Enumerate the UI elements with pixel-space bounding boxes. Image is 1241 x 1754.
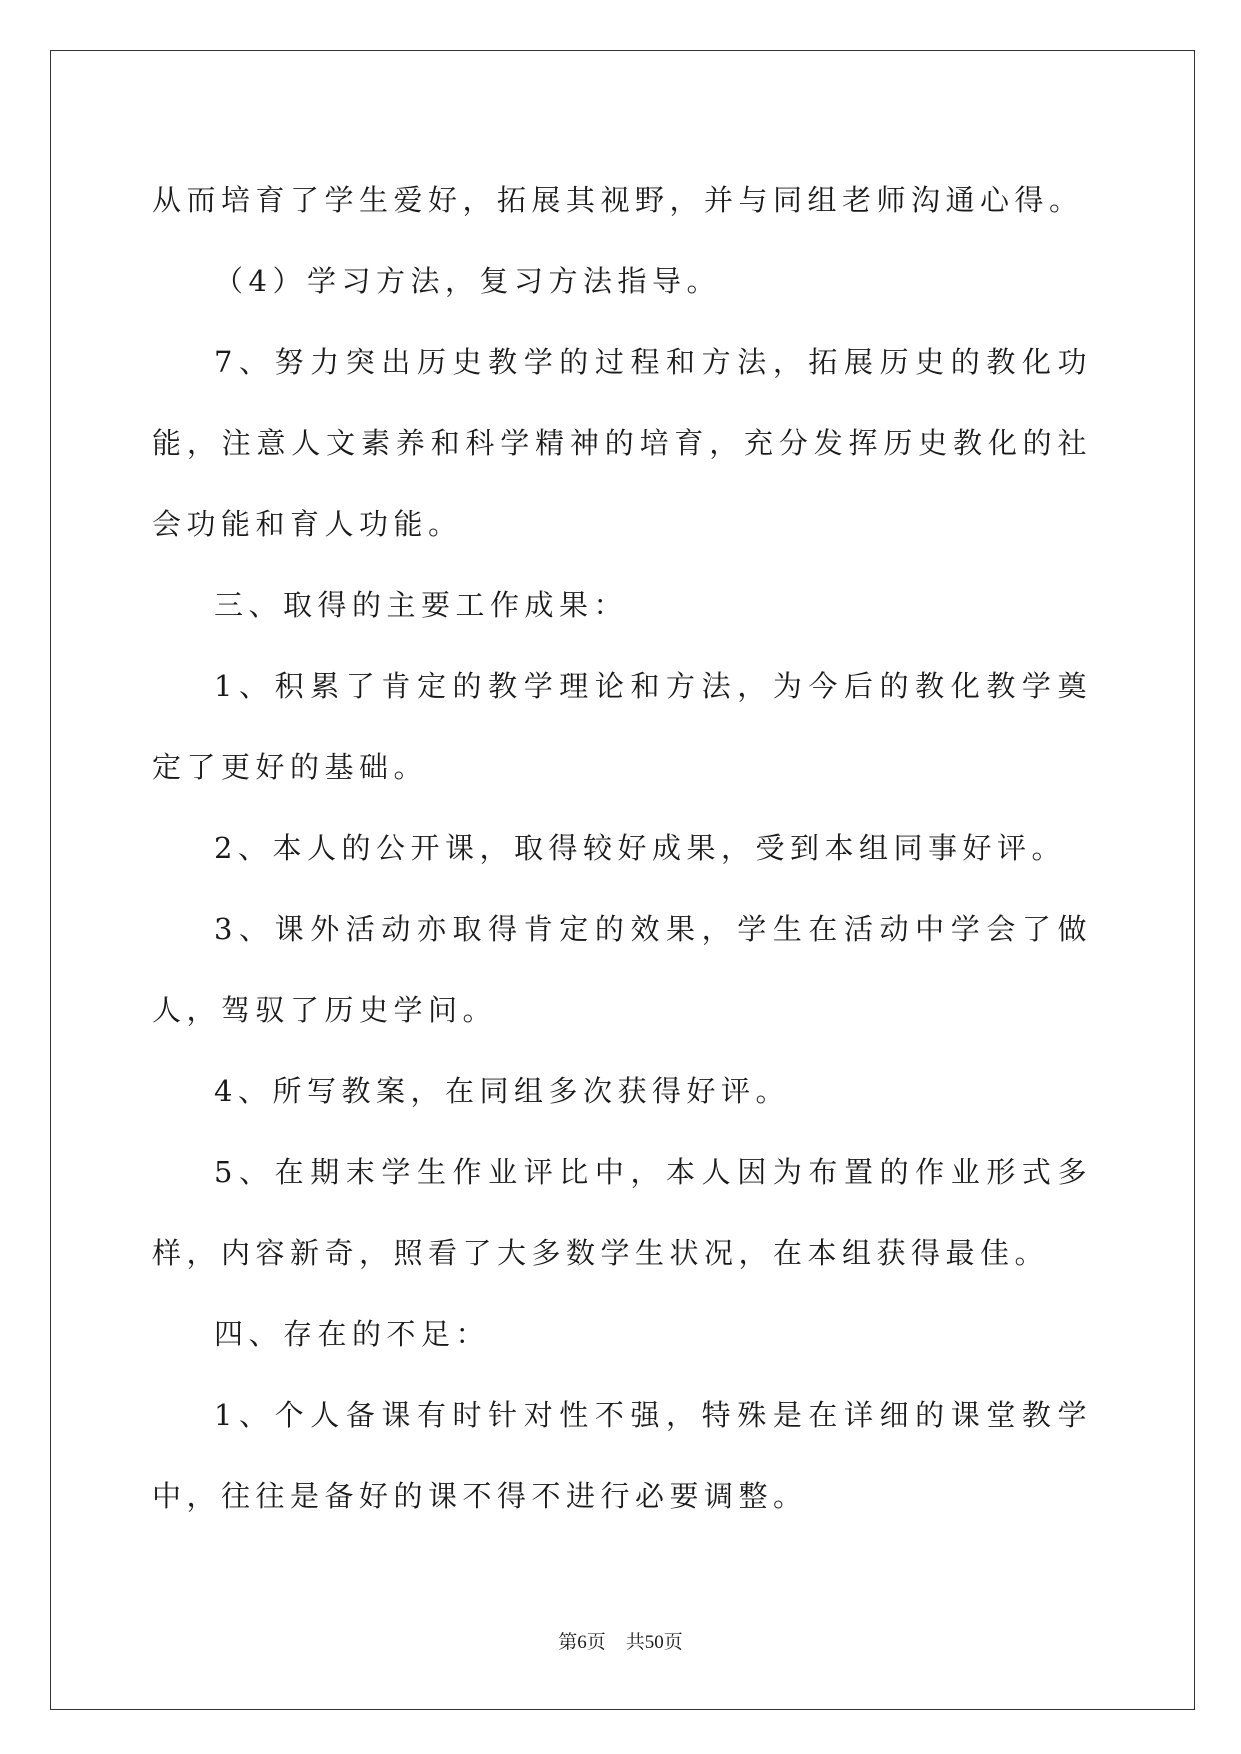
- page-number: 第6页: [558, 1632, 606, 1653]
- page-total: 共50页: [625, 1632, 683, 1653]
- paragraph: 7、努力突出历史教学的过程和方法，拓展历史的教化功能，注意人文素养和科学精神的培育，充分发挥历史教化的社会功能和育人功能。: [152, 345, 1092, 541]
- paragraph: 3、课外活动亦取得肯定的效果，学生在活动中学会了做人，驾驭了历史学问。: [152, 912, 1092, 1027]
- paragraph: （4）学习方法，复习方法指导。: [214, 264, 721, 298]
- paragraph: 1、积累了肯定的教学理论和方法，为今后的教化教学奠定了更好的基础。: [152, 669, 1092, 784]
- paragraph: 2、本人的公开课，取得较好成果，受到本组同事好评。: [214, 831, 1066, 865]
- section-heading: 三、取得的主要工作成果：: [214, 588, 629, 622]
- paragraph: 5、在期末学生作业评比中，本人因为布置的作业形式多样，内容新奇，照看了大多数学生状况，在本组获得最佳。: [152, 1155, 1092, 1270]
- section-heading: 四、存在的不足：: [214, 1317, 491, 1351]
- page-footer: [0, 1627, 1241, 1654]
- paragraph: 4、所写教案，在同组多次获得好评。: [214, 1074, 790, 1108]
- paragraph: 从而培育了学生爱好，拓展其视野，并与同组老师沟通心得。: [152, 183, 1084, 217]
- document-body: [152, 160, 1092, 1537]
- paragraph: 1、个人备课有时针对性不强，特殊是在详细的课堂教学中，往往是备好的课不得不进行必要调整。: [152, 1398, 1092, 1513]
